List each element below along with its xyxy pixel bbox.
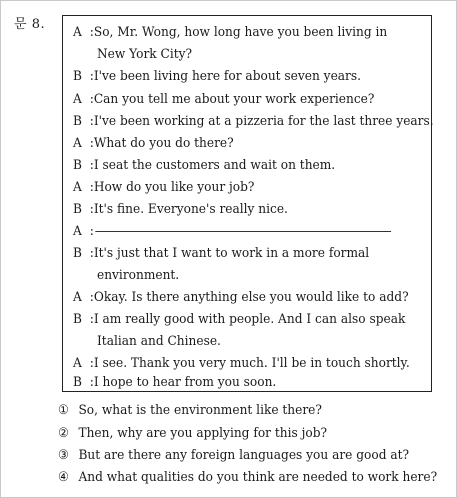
dialogue-text: environment.: [97, 268, 180, 283]
dialogue-box: [62, 15, 432, 392]
answer-option-4[interactable]: [58, 470, 437, 486]
speaker-label: A: [73, 25, 82, 40]
option-text: But are there any foreign languages you are good at?: [78, 448, 410, 463]
answer-option-2[interactable]: [58, 426, 327, 442]
dialogue-line: B :I've been living here for about seven years.: [73, 69, 361, 84]
dialogue-line: B :I've been working at a pizzeria for the last three years.: [73, 114, 434, 129]
option-marker: ③: [58, 448, 69, 463]
speaker-label: B: [73, 69, 82, 84]
dialogue-text: It's just that I want to work in a more formal: [93, 246, 370, 261]
option-text: Then, why are you applying for this job?: [78, 426, 328, 441]
speaker-label: B: [73, 375, 82, 390]
answer-option-1[interactable]: [58, 403, 322, 419]
option-text: So, what is the environment like there?: [78, 403, 322, 418]
dialogue-line: B :It's fine. Everyone's really nice.: [73, 202, 288, 217]
speaker-label: A: [73, 290, 82, 305]
dialogue-text: I am really good with people. And I can also speak: [93, 312, 406, 327]
option-marker: ④: [58, 470, 69, 485]
dialogue-text: New York City?: [97, 47, 193, 62]
answer-option-3[interactable]: [58, 448, 409, 464]
dialogue-text: I've been living here for about seven years.: [93, 69, 361, 84]
dialogue-line: A :How do you like your job?: [73, 180, 255, 195]
dialogue-line-continued: [97, 334, 221, 350]
dialogue-line: A :I see. Thank you very much. I'll be in touch shortly.: [73, 356, 410, 371]
answer-blank: [96, 231, 392, 232]
dialogue-line: B :I seat the customers and wait on them.: [73, 158, 336, 173]
dialogue-text: I see. Thank you very much. I'll be in touch shortly.: [93, 356, 410, 371]
dialogue-text: Italian and Chinese.: [97, 334, 221, 349]
dialogue-text: What do you do there?: [93, 136, 234, 151]
dialogue-line: A :What do you do there?: [73, 136, 234, 151]
dialogue-text: I seat the customers and wait on them.: [93, 158, 336, 173]
dialogue-text: So, Mr. Wong, how long have you been living in: [93, 25, 388, 40]
speaker-label: B: [73, 158, 82, 173]
dialogue-text: It's fine. Everyone's really nice.: [93, 202, 288, 217]
dialogue-line: A :Can you tell me about your work experience?: [73, 92, 375, 107]
dialogue-line: B :I am really good with people. And I can also speak: [73, 312, 406, 327]
dialogue-line: A :Okay. Is there anything else you would like to add?: [73, 290, 409, 305]
dialogue-text: How do you like your job?: [93, 180, 255, 195]
dialogue-text: I hope to hear from you soon.: [93, 375, 277, 390]
dialogue-line: B :It's just that I want to work in a more formal: [73, 246, 370, 261]
dialogue-line: B :I hope to hear from you soon.: [73, 375, 277, 390]
option-marker: ①: [58, 403, 69, 418]
speaker-label: A: [73, 356, 82, 371]
dialogue-line: A :So, Mr. Wong, how long have you been living in: [73, 25, 388, 40]
question-number: 문 8.: [14, 17, 46, 32]
dialogue-line-continued: [97, 47, 192, 63]
dialogue-line: A :: [73, 224, 391, 240]
speaker-label: A: [73, 180, 82, 195]
speaker-label: A: [73, 136, 82, 151]
option-marker: ②: [58, 426, 69, 441]
speaker-label: B: [73, 312, 82, 327]
option-text: And what qualities do you think are needed to work here?: [78, 470, 438, 485]
dialogue-line-continued: [97, 268, 179, 284]
speaker-label: A: [73, 224, 82, 239]
speaker-label: A: [73, 92, 82, 107]
dialogue-text: Okay. Is there anything else you would like to add?: [93, 290, 409, 305]
speaker-label: B: [73, 246, 82, 261]
dialogue-text: Can you tell me about your work experience?: [93, 92, 375, 107]
speaker-label: B: [73, 114, 82, 129]
speaker-label: B: [73, 202, 82, 217]
dialogue-text: I've been working at a pizzeria for the last three years.: [93, 114, 434, 129]
